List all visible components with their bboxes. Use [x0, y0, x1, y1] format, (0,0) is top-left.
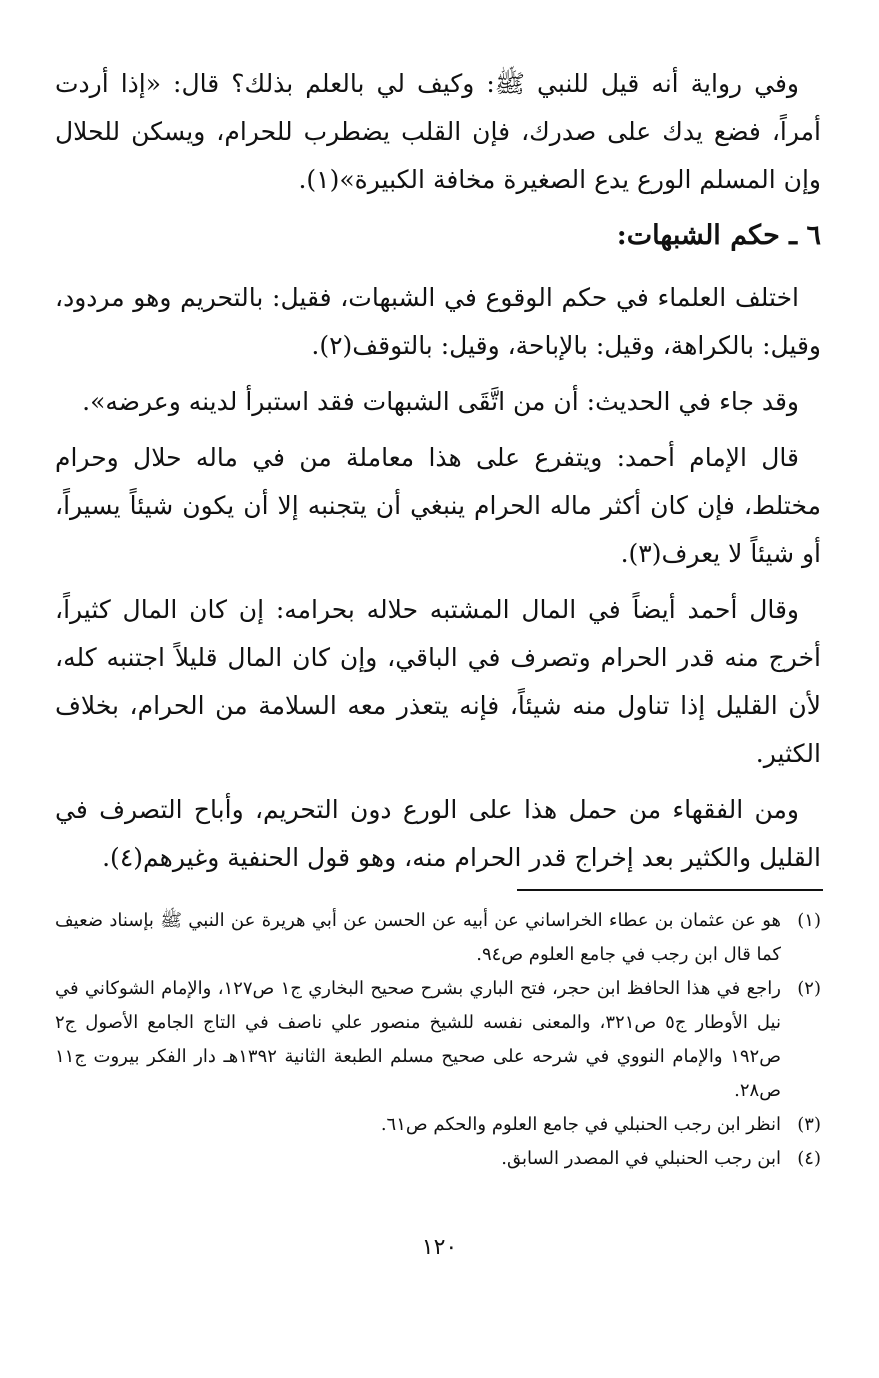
paragraph-scholars-disagreement: اختلف العلماء في حكم الوقوع في الشبهات، فقيل: بالتحريم وهو مردود، وقيل: بالكراهة، وقيل: بالإباحة، وقيل: بالتوقف(٢).	[55, 283, 821, 360]
section-heading: ٦ ـ حكم الشبهات:	[616, 220, 821, 251]
footnote-number: (٤)	[797, 1148, 821, 1169]
footnotes	[55, 904, 821, 1176]
footnote-number: (٢)	[797, 978, 821, 999]
footnote-text: راجع في هذا الحافظ ابن حجر، فتح الباري بشرح صحيح البخاري ج١ ص١٢٧، والإمام الشوكاني في نيل الأوطار ج٥ ص٣٢١، والمعنى نفسه للشيخ منصور علي ناصف في التاج الجامع الأصول ج٢ ص١٩٢ والإمام النووي في شرحه على صحيح مسلم الطبعة الثانية ١٣٩٢هـ دار الفكر بيروت ج١١ ص٢٨.	[55, 978, 781, 1101]
page-number: ١٢٠	[421, 1235, 458, 1260]
footnote-number: (٣)	[797, 1114, 821, 1135]
footnote-text: ابن رجب الحنبلي في المصدر السابق.	[501, 1148, 781, 1169]
paragraph-hadith-narration: وفي رواية أنه قيل للنبي ﷺ: وكيف لي بالعلم بذلك؟ قال: «إذا أردت أمراً، فضع يدك على صدرك، فإن القلب يضطرب للحرام، ويسكن للحلال وإن المسلم الورع يدع الصغيرة مخافة الكبيرة»(١).	[55, 69, 821, 194]
paragraph-ahmad-suspect-wealth: وقال أحمد أيضاً في المال المشتبه حلاله بحرامه: إن كان المال كثيراً، أخرج منه قدر الحرام وتصرف في الباقي، وإن كان المال قليلاً اجتنبه كله، لأن القليل إذا تناول منه شيئاً، فإنه يتعذر معه السلامة من الحرام، بخلاف الكثير.	[55, 595, 821, 768]
footnote-number: (١)	[797, 910, 821, 931]
main-text	[55, 60, 821, 890]
paragraph-hadith-quote: وقد جاء في الحديث: أن من اتَّقَى الشبهات فقد استبرأ لدينه وعرضه».	[82, 387, 799, 416]
footnote	[55, 1142, 821, 1176]
footnote	[55, 972, 821, 1108]
footnote-divider	[517, 889, 823, 891]
footnote-text: هو عن عثمان بن عطاء الخراساني عن أبيه عن الحسن عن أبي هريرة عن النبي ﷺ بإسناد ضعيف كما قال ابن رجب في جامع العلوم ص٩٤.	[55, 910, 781, 965]
paragraph-imam-ahmad: قال الإمام أحمد: ويتفرع على هذا معاملة من في ماله حلال وحرام مختلط، فإن كان أكثر ماله الحرام ينبغي أن يتجنبه إلا أن يكون شيئاً يسيراً، أو شيئاً لا يعرف(٣).	[55, 443, 821, 568]
footnote	[55, 1108, 821, 1142]
footnote	[55, 904, 821, 972]
paragraph-jurists-opinion: ومن الفقهاء من حمل هذا على الورع دون التحريم، وأباح التصرف في القليل والكثير بعد إخراج قدر الحرام منه، وهو قول الحنفية وغيرهم(٤).	[55, 795, 821, 872]
footnote-text: انظر ابن رجب الحنبلي في جامع العلوم والحكم ص٦١.	[380, 1114, 781, 1135]
